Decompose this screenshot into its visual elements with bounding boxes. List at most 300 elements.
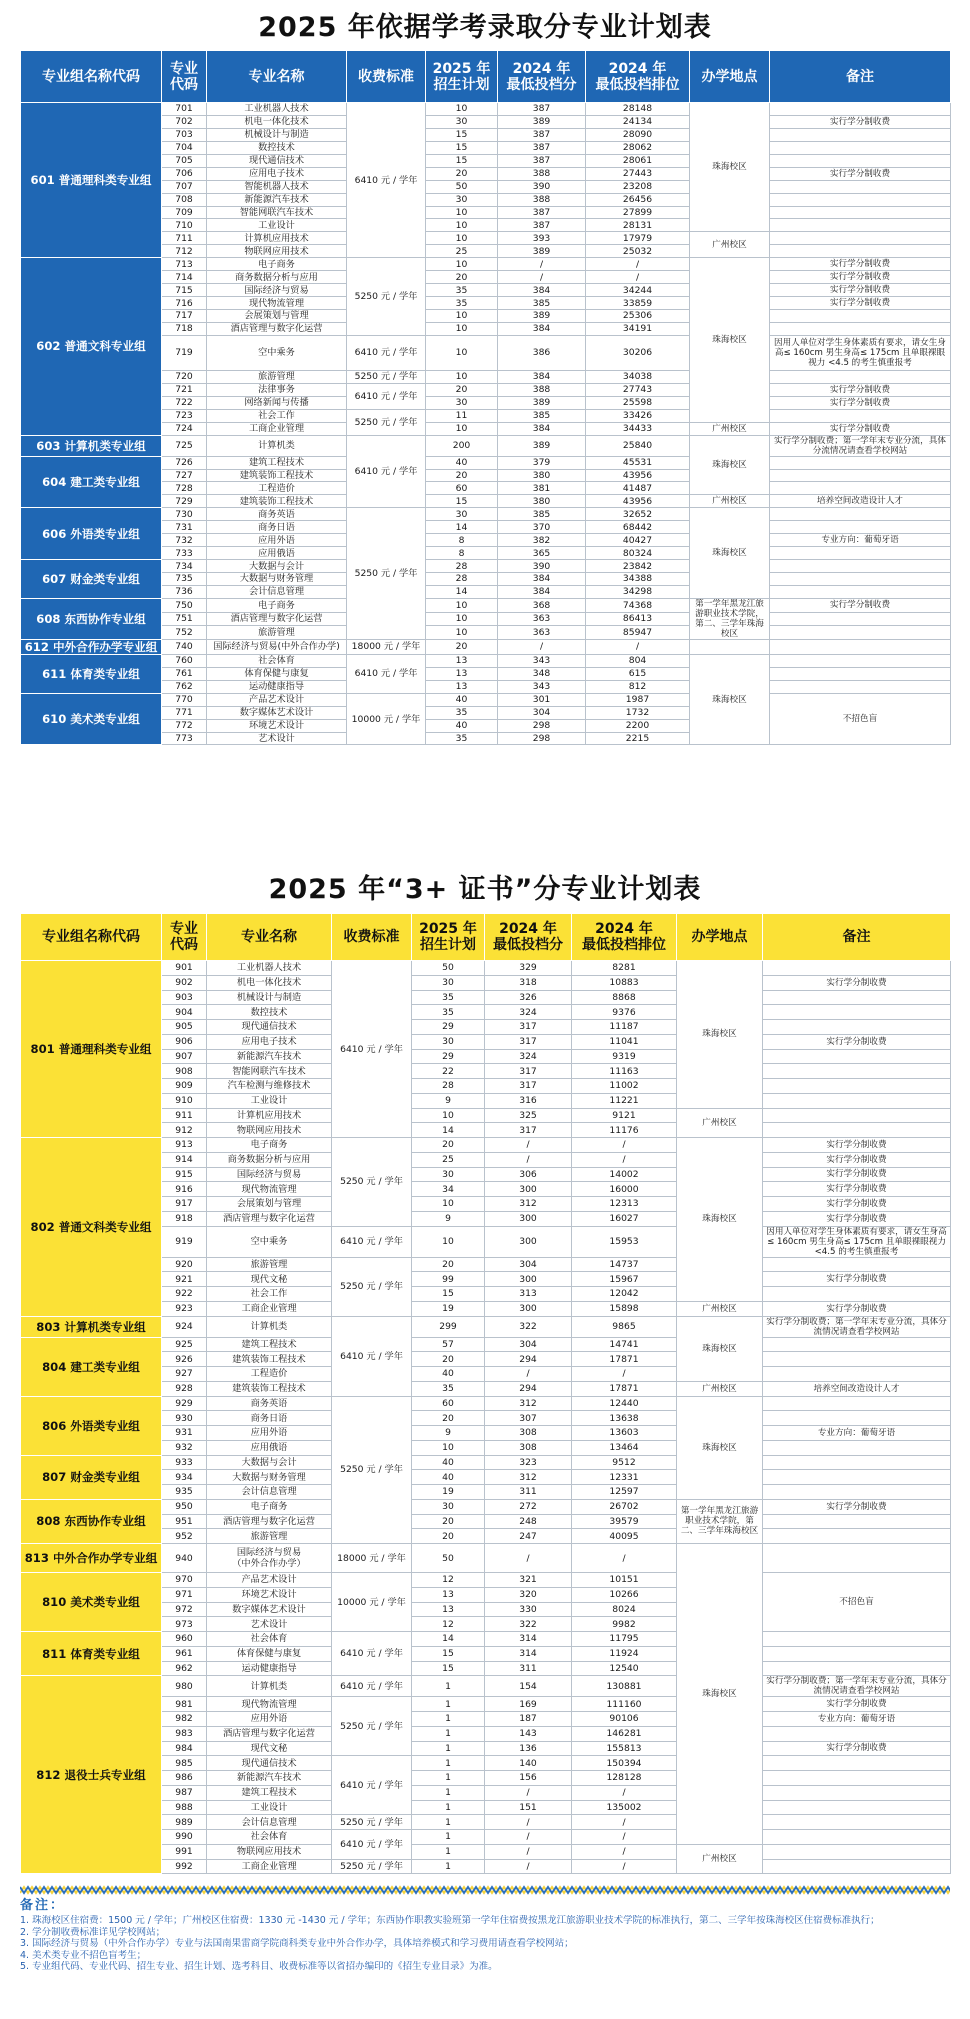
plan-count-cell: 99 [412, 1272, 485, 1287]
major-code-cell: 984 [162, 1741, 207, 1756]
remark-cell [763, 1544, 951, 1573]
plan-count-cell: 1 [412, 1815, 485, 1830]
min-score-cell: 317 [485, 1034, 572, 1049]
group-name-cell: 808 东西协作专业组 [21, 1499, 162, 1543]
location-cell: 珠海校区 [690, 103, 770, 232]
min-rank-cell: 111160 [572, 1697, 677, 1712]
min-score-cell: 380 [498, 469, 586, 482]
major-name-cell: 应用外语 [207, 1712, 332, 1727]
remark-cell [763, 1337, 951, 1352]
header-remarks: 备注 [763, 914, 951, 961]
remark-cell: 实行学分制收费 [763, 1138, 951, 1153]
major-name-cell: 建筑装饰工程技术 [207, 1381, 332, 1396]
min-score-cell: / [498, 271, 586, 284]
major-code-cell: 925 [162, 1337, 207, 1352]
major-name-cell: 社会体育 [207, 654, 347, 667]
remark-cell: 不招色盲 [770, 693, 951, 745]
remark-cell [763, 1859, 951, 1874]
major-code-cell: 773 [162, 732, 207, 745]
min-score-cell: 343 [498, 680, 586, 693]
major-code-cell: 981 [162, 1697, 207, 1712]
plan-count-cell: 1 [412, 1741, 485, 1756]
min-rank-cell: 12440 [572, 1396, 677, 1411]
min-score-cell: 325 [485, 1108, 572, 1123]
major-name-cell: 体育保健与康复 [207, 1646, 332, 1661]
major-name-cell: 酒店管理与数字化运营 [207, 322, 347, 335]
header-min-rank: 2024 年 最低投档排位 [586, 51, 690, 103]
major-code-cell: 721 [162, 383, 207, 396]
min-rank-cell: / [572, 1785, 677, 1800]
table-row [21, 435, 951, 456]
remark-cell: 实行学分制收费 [763, 1167, 951, 1182]
major-code-cell: 907 [162, 1049, 207, 1064]
remark-cell [770, 219, 951, 232]
min-score-cell: 140 [485, 1756, 572, 1771]
major-code-cell: 726 [162, 456, 207, 469]
min-rank-cell: 11002 [572, 1079, 677, 1094]
major-code-cell: 727 [162, 469, 207, 482]
fee-cell: 18000 元 / 学年 [347, 639, 426, 654]
min-rank-cell: 43956 [586, 495, 690, 508]
major-code-cell: 929 [162, 1396, 207, 1411]
remark-cell [763, 1800, 951, 1815]
min-rank-cell: 27743 [586, 383, 690, 396]
location-cell: 广州校区 [677, 1108, 763, 1138]
header-fee: 收费标准 [347, 51, 426, 103]
major-name-cell: 工程造价 [207, 482, 347, 495]
header-group: 专业组名称代码 [21, 914, 162, 961]
min-rank-cell: 11163 [572, 1064, 677, 1079]
major-code-cell: 950 [162, 1499, 207, 1514]
min-score-cell: 318 [485, 975, 572, 990]
major-code-cell: 750 [162, 598, 207, 612]
plan-count-cell: 20 [426, 639, 498, 654]
major-name-cell: 会计信息管理 [207, 1815, 332, 1830]
major-name-cell: 大数据与会计 [207, 560, 347, 573]
plan-count-cell: 30 [426, 193, 498, 206]
min-rank-cell: 13464 [572, 1440, 677, 1455]
min-score-cell: 304 [485, 1257, 572, 1272]
major-code-cell: 751 [162, 612, 207, 626]
major-code-cell: 973 [162, 1617, 207, 1632]
remark-cell: 实行学分制收费 [763, 1741, 951, 1756]
remark-cell: 实行学分制收费 [763, 975, 951, 990]
plan-count-cell: 40 [412, 1455, 485, 1470]
min-score-cell: 384 [498, 585, 586, 598]
remark-cell [770, 560, 951, 573]
major-name-cell: 国际经济与贸易 [207, 1167, 332, 1182]
plan-count-cell: 20 [426, 469, 498, 482]
major-code-cell: 731 [162, 521, 207, 534]
major-code-cell: 988 [162, 1800, 207, 1815]
major-name-cell: 社会工作 [207, 1287, 332, 1302]
min-rank-cell: 80324 [586, 547, 690, 560]
plan-count-cell: 20 [412, 1257, 485, 1272]
plan-count-cell: 30 [412, 1034, 485, 1049]
min-score-cell: 386 [498, 335, 586, 370]
major-code-cell: 711 [162, 232, 207, 245]
major-name-cell: 物联网应用技术 [207, 1844, 332, 1859]
table-row [21, 103, 951, 116]
major-name-cell: 应用外语 [207, 534, 347, 547]
major-code-cell: 990 [162, 1830, 207, 1845]
major-name-cell: 国际经济与贸易 （中外合作办学） [207, 1544, 332, 1573]
major-name-cell: 艺术设计 [207, 1617, 332, 1632]
min-score-cell: 390 [498, 560, 586, 573]
remark-cell [770, 128, 951, 141]
plan-count-cell: 30 [412, 975, 485, 990]
remark-cell [763, 1049, 951, 1064]
major-code-cell: 772 [162, 719, 207, 732]
plan-count-cell: 10 [412, 1197, 485, 1212]
remark-cell: 实行学分制收费 [770, 383, 951, 396]
plan-count-cell: 20 [412, 1529, 485, 1544]
min-score-cell: / [485, 1367, 572, 1382]
group-name-cell: 801 普通理科类专业组 [21, 961, 162, 1138]
group-name-cell: 604 建工类专业组 [21, 456, 162, 508]
remark-cell [770, 639, 951, 654]
min-score-cell: 343 [498, 654, 586, 667]
plan-count-cell: 60 [412, 1396, 485, 1411]
min-rank-cell: 28061 [586, 154, 690, 167]
major-code-cell: 972 [162, 1602, 207, 1617]
plan-count-cell: 19 [412, 1485, 485, 1500]
major-code-cell: 962 [162, 1661, 207, 1676]
group-name-cell: 813 中外合作办学专业组 [21, 1544, 162, 1573]
header-remarks: 备注 [770, 51, 951, 103]
major-code-cell: 771 [162, 706, 207, 719]
remark-cell: 专业方向：葡萄牙语 [770, 534, 951, 547]
group-name-cell: 803 计算机类专业组 [21, 1316, 162, 1337]
plan-count-cell: 9 [412, 1426, 485, 1441]
location-cell: 珠海校区 [677, 1138, 763, 1302]
min-rank-cell: 23842 [586, 560, 690, 573]
major-code-cell: 934 [162, 1470, 207, 1485]
remark-cell: 实行学分制收费 [770, 422, 951, 435]
major-name-cell: 会展策划与管理 [207, 310, 347, 323]
min-score-cell: 311 [485, 1661, 572, 1676]
group-name-cell: 610 美术类专业组 [21, 693, 162, 745]
major-code-cell: 909 [162, 1079, 207, 1094]
min-rank-cell: 28148 [586, 103, 690, 116]
major-code-cell: 904 [162, 1005, 207, 1020]
min-rank-cell: 23208 [586, 180, 690, 193]
remark-cell [763, 1005, 951, 1020]
min-rank-cell: 11176 [572, 1123, 677, 1138]
major-name-cell: 应用电子技术 [207, 167, 347, 180]
min-rank-cell: 17871 [572, 1352, 677, 1367]
plan-count-cell: 14 [412, 1632, 485, 1647]
min-score-cell: 384 [498, 370, 586, 383]
plan-count-cell: 11 [426, 409, 498, 422]
major-name-cell: 计算机应用技术 [207, 232, 347, 245]
major-name-cell: 产品艺术设计 [207, 693, 347, 706]
major-name-cell: 智能机器人技术 [207, 180, 347, 193]
major-name-cell: 机电一体化技术 [207, 975, 332, 990]
location-cell: 珠海校区 [690, 435, 770, 495]
major-code-cell: 706 [162, 167, 207, 180]
major-code-cell: 935 [162, 1485, 207, 1500]
min-score-cell: 136 [485, 1741, 572, 1756]
plan-count-cell: 25 [412, 1152, 485, 1167]
major-name-cell: 数控技术 [207, 1005, 332, 1020]
min-rank-cell: 13603 [572, 1426, 677, 1441]
min-score-cell: / [485, 1830, 572, 1845]
remark-cell [770, 654, 951, 667]
plan-count-cell: 35 [426, 732, 498, 745]
min-rank-cell: 11187 [572, 1020, 677, 1035]
min-score-cell: 322 [485, 1617, 572, 1632]
min-rank-cell: 135002 [572, 1800, 677, 1815]
plan-count-cell: 60 [426, 482, 498, 495]
min-score-cell: 388 [498, 193, 586, 206]
major-name-cell: 运动健康指导 [207, 680, 347, 693]
remark-cell [763, 1108, 951, 1123]
location-cell: 广州校区 [677, 1381, 763, 1396]
table-row [21, 654, 951, 667]
min-rank-cell: 1987 [586, 693, 690, 706]
major-code-cell: 717 [162, 310, 207, 323]
major-name-cell: 现代物流管理 [207, 297, 347, 310]
major-code-cell: 924 [162, 1316, 207, 1337]
min-score-cell: 329 [485, 961, 572, 976]
major-name-cell: 汽车检测与维修技术 [207, 1079, 332, 1094]
remark-cell [770, 370, 951, 383]
min-rank-cell: 34191 [586, 322, 690, 335]
remark-cell [770, 245, 951, 258]
major-name-cell: 商务日语 [207, 521, 347, 534]
plan-count-cell: 30 [426, 508, 498, 521]
min-score-cell: 156 [485, 1771, 572, 1786]
remark-cell: 实行学分制收费 [763, 1211, 951, 1226]
major-code-cell: 914 [162, 1152, 207, 1167]
min-score-cell: 387 [498, 206, 586, 219]
plan-count-cell: 10 [426, 322, 498, 335]
fee-cell: 10000 元 / 学年 [347, 693, 426, 745]
min-rank-cell: 12540 [572, 1661, 677, 1676]
fee-cell: 6410 元 / 学年 [332, 1830, 412, 1860]
remark-cell [763, 1455, 951, 1470]
plan-count-cell: 20 [412, 1352, 485, 1367]
min-rank-cell: 8281 [572, 961, 677, 976]
min-rank-cell: 9982 [572, 1617, 677, 1632]
min-rank-cell: 26702 [572, 1499, 677, 1514]
min-score-cell: 300 [485, 1226, 572, 1257]
min-score-cell: 317 [485, 1020, 572, 1035]
min-rank-cell: 85947 [586, 626, 690, 640]
major-name-cell: 机械设计与制造 [207, 128, 347, 141]
major-code-cell: 951 [162, 1514, 207, 1529]
major-name-cell: 国际经济与贸易(中外合作办学) [207, 639, 347, 654]
fee-cell: 5250 元 / 学年 [332, 1697, 412, 1756]
fee-cell: 5250 元 / 学年 [347, 409, 426, 435]
min-score-cell: 326 [485, 990, 572, 1005]
remark-cell [763, 1367, 951, 1382]
plan-count-cell: 50 [412, 961, 485, 976]
min-rank-cell: 14741 [572, 1337, 677, 1352]
table-row [21, 598, 951, 612]
min-rank-cell: 74368 [586, 598, 690, 612]
min-score-cell: 387 [498, 219, 586, 232]
remark-cell: 培养空间改造设计人才 [763, 1381, 951, 1396]
min-rank-cell: 34298 [586, 585, 690, 598]
min-score-cell: 322 [485, 1316, 572, 1337]
min-score-cell: 389 [498, 245, 586, 258]
remark-cell [770, 193, 951, 206]
table-row [21, 560, 951, 573]
remark-cell [763, 1830, 951, 1845]
major-name-cell: 数字媒体艺术设计 [207, 706, 347, 719]
major-name-cell: 体育保健与康复 [207, 667, 347, 680]
min-rank-cell: 34038 [586, 370, 690, 383]
plan-count-cell: 1 [412, 1785, 485, 1800]
plan-count-cell: 13 [412, 1602, 485, 1617]
min-rank-cell: 16000 [572, 1182, 677, 1197]
remark-cell [763, 1257, 951, 1272]
plan-count-cell: 200 [426, 435, 498, 456]
header-group: 专业组名称代码 [21, 51, 162, 103]
table2-title: 2025 年“3+ 证书”分专业计划表 [268, 874, 702, 905]
plan-count-cell: 1 [412, 1697, 485, 1712]
min-rank-cell: 41487 [586, 482, 690, 495]
major-name-cell: 工业设计 [207, 1093, 332, 1108]
location-cell: 第一学年黑龙江旅游职业技术学院，第二、三学年珠海校区 [690, 598, 770, 639]
min-score-cell: 384 [498, 322, 586, 335]
fee-cell: 6410 元 / 学年 [332, 1676, 412, 1697]
min-rank-cell: 25032 [586, 245, 690, 258]
min-score-cell: 272 [485, 1499, 572, 1514]
location-cell: 广州校区 [677, 1844, 763, 1874]
min-score-cell: 317 [485, 1079, 572, 1094]
major-code-cell: 761 [162, 667, 207, 680]
fee-cell: 6410 元 / 学年 [347, 435, 426, 508]
min-rank-cell: 2215 [586, 732, 690, 745]
plan-count-cell: 28 [426, 560, 498, 573]
remark-cell [770, 206, 951, 219]
min-rank-cell: 15953 [572, 1226, 677, 1257]
group-name-cell: 802 普通文科类专业组 [21, 1138, 162, 1317]
min-score-cell: 304 [485, 1337, 572, 1352]
fee-cell: 5250 元 / 学年 [332, 1396, 412, 1544]
min-score-cell: 308 [485, 1440, 572, 1455]
remark-cell [770, 154, 951, 167]
min-score-cell: 247 [485, 1529, 572, 1544]
min-rank-cell: 34244 [586, 284, 690, 297]
remark-cell: 实行学分制收费 [763, 1182, 951, 1197]
major-name-cell: 电子商务 [207, 258, 347, 271]
min-score-cell: 363 [498, 612, 586, 626]
location-cell: 珠海校区 [690, 654, 770, 745]
min-rank-cell: / [586, 271, 690, 284]
min-rank-cell: 615 [586, 667, 690, 680]
fee-cell: 5250 元 / 学年 [332, 1257, 412, 1316]
major-name-cell: 现代通信技术 [207, 154, 347, 167]
min-score-cell: 300 [485, 1182, 572, 1197]
major-name-cell: 社会体育 [207, 1632, 332, 1647]
plan-count-cell: 29 [412, 1049, 485, 1064]
remark-cell: 实行学分制收费 [770, 284, 951, 297]
plan-count-cell: 15 [426, 128, 498, 141]
plan-count-cell: 1 [412, 1830, 485, 1845]
remark-cell: 实行学分制收费；第一学年末专业分流，具体分流情况请查看学校网站 [763, 1316, 951, 1337]
major-code-cell: 713 [162, 258, 207, 271]
min-score-cell: 385 [498, 297, 586, 310]
major-code-cell: 730 [162, 508, 207, 521]
min-rank-cell: 40095 [572, 1529, 677, 1544]
min-rank-cell: 9376 [572, 1005, 677, 1020]
min-rank-cell: 12042 [572, 1287, 677, 1302]
major-name-cell: 新能源汽车技术 [207, 1771, 332, 1786]
min-rank-cell: 9121 [572, 1108, 677, 1123]
min-score-cell: / [485, 1785, 572, 1800]
remark-cell [763, 1661, 951, 1676]
min-rank-cell: 28131 [586, 219, 690, 232]
major-name-cell: 酒店管理与数字化运营 [207, 1726, 332, 1741]
plan-table-3plus-certificate [20, 913, 951, 1874]
table-row [21, 1573, 951, 1588]
major-code-cell: 940 [162, 1544, 207, 1573]
major-code-cell: 733 [162, 547, 207, 560]
remark-cell [770, 667, 951, 680]
major-name-cell: 商务英语 [207, 508, 347, 521]
min-score-cell: 389 [498, 396, 586, 409]
major-code-cell: 710 [162, 219, 207, 232]
min-score-cell: 385 [498, 508, 586, 521]
major-name-cell: 智能网联汽车技术 [207, 1064, 332, 1079]
major-code-cell: 903 [162, 990, 207, 1005]
min-rank-cell: 25840 [586, 435, 690, 456]
min-score-cell: 384 [498, 573, 586, 586]
major-code-cell: 986 [162, 1771, 207, 1786]
remark-cell [763, 961, 951, 976]
min-score-cell: 323 [485, 1455, 572, 1470]
min-score-cell: 387 [498, 154, 586, 167]
major-name-cell: 计算机类 [207, 435, 347, 456]
plan-count-cell: 50 [412, 1544, 485, 1573]
major-name-cell: 商务英语 [207, 1396, 332, 1411]
major-name-cell: 现代文秘 [207, 1741, 332, 1756]
major-code-cell: 911 [162, 1108, 207, 1123]
min-score-cell: 382 [498, 534, 586, 547]
fee-cell: 6410 元 / 学年 [347, 654, 426, 693]
group-name-cell: 608 东西协作专业组 [21, 598, 162, 639]
min-score-cell: 330 [485, 1602, 572, 1617]
major-name-cell: 现代通信技术 [207, 1020, 332, 1035]
plan-count-cell: 1 [412, 1800, 485, 1815]
min-rank-cell: 33859 [586, 297, 690, 310]
fee-cell: 6410 元 / 学年 [332, 1756, 412, 1815]
min-score-cell: / [498, 258, 586, 271]
major-name-cell: 酒店管理与数字化运营 [207, 1514, 332, 1529]
major-name-cell: 艺术设计 [207, 732, 347, 745]
major-name-cell: 空中乘务 [207, 335, 347, 370]
min-rank-cell: 15967 [572, 1272, 677, 1287]
remark-cell: 因用人单位对学生身体素质有要求，请女生身高≤ 160cm 男生身高≤ 175cm 且单眼裸眼视力 <4.5 的考生慎重报考 [763, 1226, 951, 1257]
remark-cell [763, 1785, 951, 1800]
min-score-cell: 324 [485, 1005, 572, 1020]
plan-count-cell: 10 [426, 258, 498, 271]
min-score-cell: 154 [485, 1676, 572, 1697]
min-rank-cell: 150394 [572, 1756, 677, 1771]
group-name-cell: 602 普通文科专业组 [21, 258, 162, 435]
plan-table-xuekao [20, 50, 951, 745]
min-score-cell: 387 [498, 141, 586, 154]
min-score-cell: 387 [498, 103, 586, 116]
min-rank-cell: 25598 [586, 396, 690, 409]
min-rank-cell: / [572, 1859, 677, 1874]
major-name-cell: 数字媒体艺术设计 [207, 1602, 332, 1617]
major-name-cell: 计算机类 [207, 1316, 332, 1337]
